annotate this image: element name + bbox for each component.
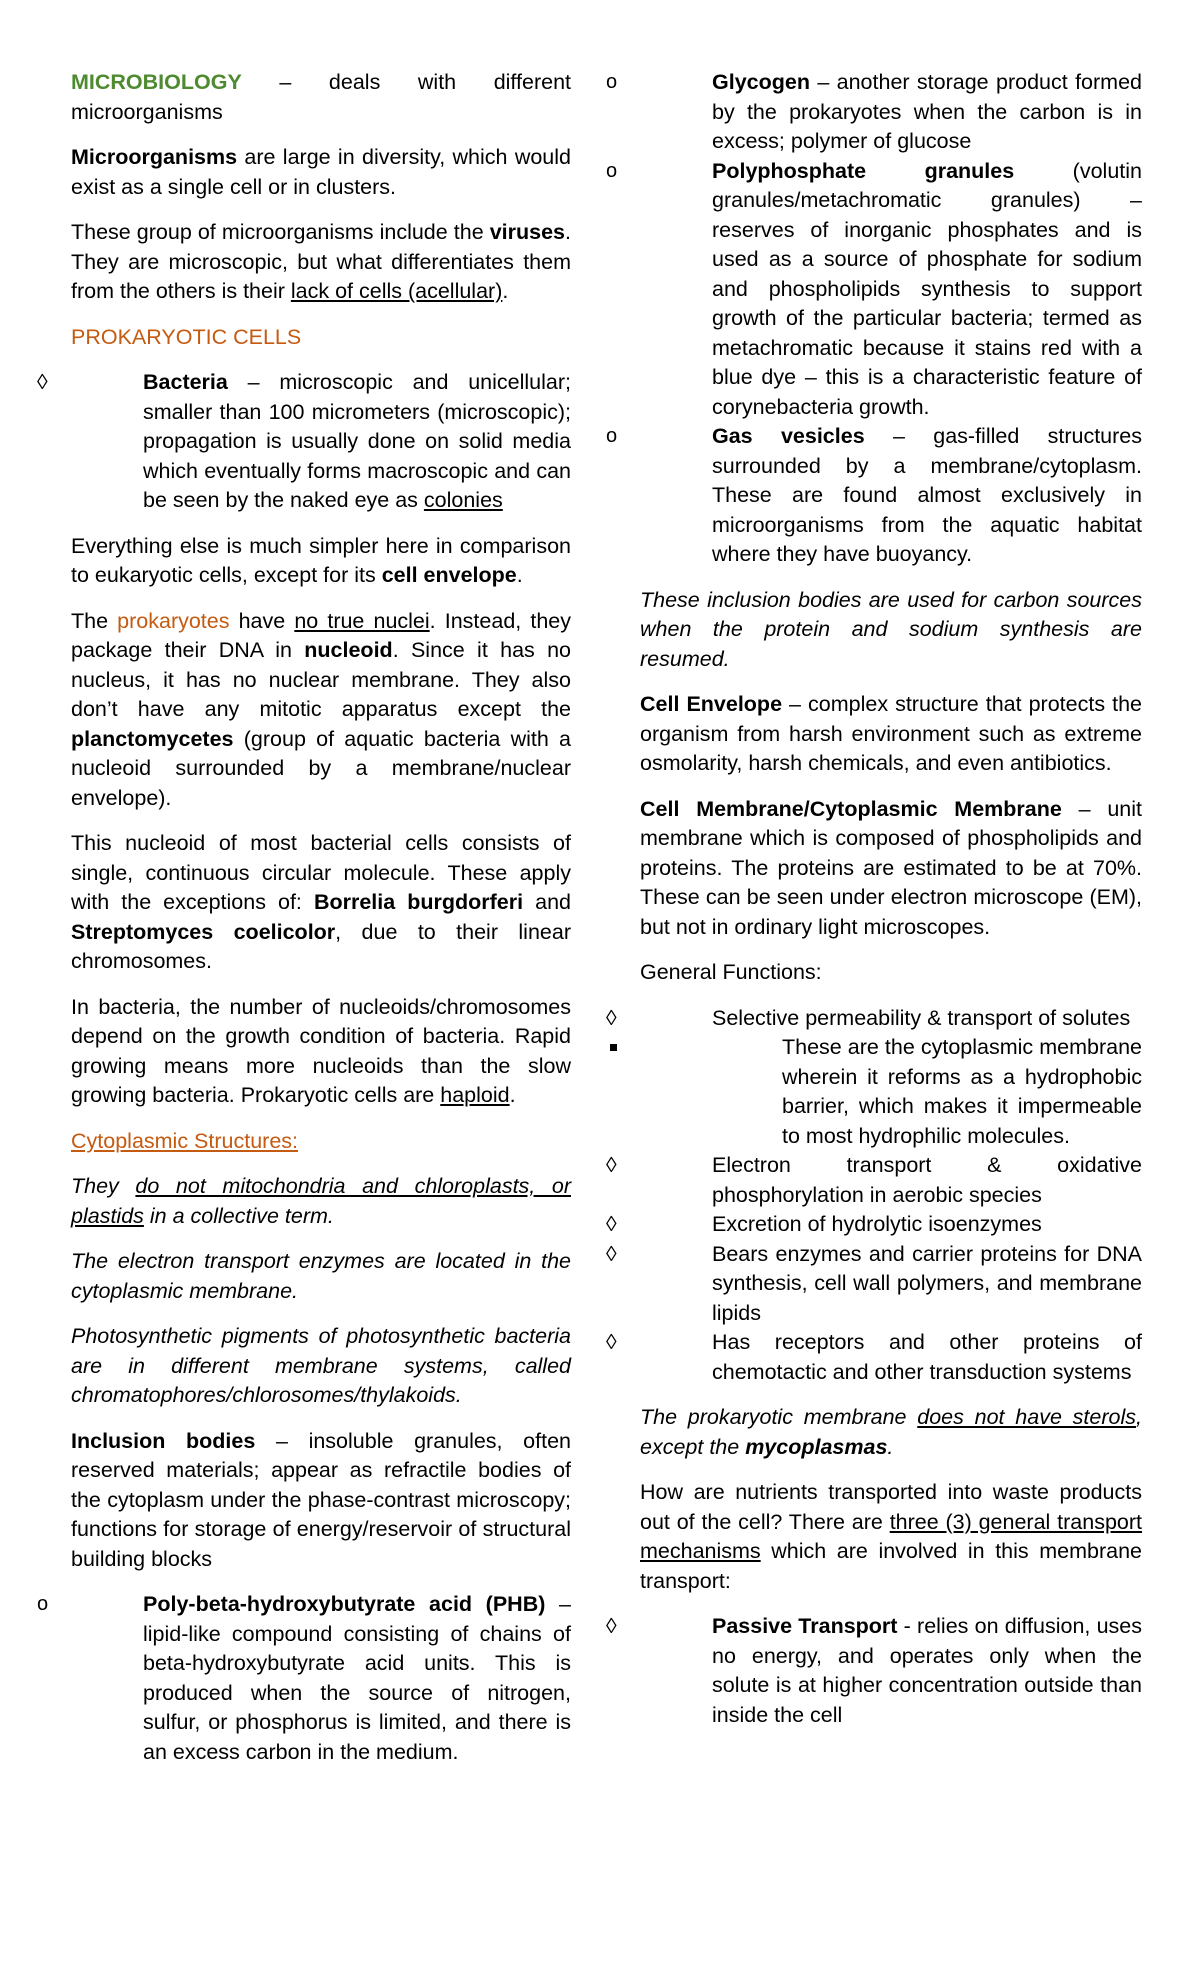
diamond-bullet-icon: ◊	[606, 1005, 617, 1030]
cell-envelope-definition: Cell Envelope – complex structure that protects the organism from harsh environment such as extreme osmolarity, harsh chemicals, and even antibiotics.	[640, 692, 1142, 775]
electron-transport-paragraph: The electron transport enzymes are located in the cytoplasmic membrane.	[71, 1249, 571, 1303]
circle-bullet-icon: o	[606, 159, 618, 182]
diamond-bullet-icon: ◊	[606, 1330, 617, 1354]
nucleoid-paragraph: This nucleoid of most bacterial cells consists of single, continuous circular molecule. These apply with the exceptions of: Borrelia burgdorferi and Streptomyces coelicolor, due to their linear chromosomes.	[71, 831, 571, 973]
passive-transport-bullet: ◊ Passive Transport - relies on diffusion, uses no energy, and operates only when the solute is at higher concentration outside than inside the cell	[606, 1614, 1142, 1727]
sub-function-item: These are the cytoplasmic membrane wherein it reforms as a hydrophobic barrier, which makes it impermeable to most hydrophilic molecules.	[640, 1033, 1142, 1151]
haploid-paragraph: In bacteria, the number of nucleoids/chromosomes depend on the growth condition of bacteria. Rapid growing means more nucleoids than the slow growing bacteria. Prokaryotic cells are haploid.	[71, 994, 571, 1107]
square-bullet-icon	[610, 1044, 617, 1051]
circle-bullet-icon: o	[37, 1593, 49, 1615]
phb-bullet: o Poly-beta-hydroxybutyrate acid (PHB) – lipid-like compound consisting of chains of beta-hydroxybutyrate acid units. This is produced when the source of nitrogen, sulfur, or phosphorus is limited, and there is an excess carbon in the medium.	[37, 1592, 571, 1764]
cell-envelope-paragraph: Everything else is much simpler here in comparison to eukaryotic cells, except for its cell envelope.	[71, 533, 571, 587]
right-column	[606, 68, 1142, 1730]
microbiology-paragraph: MICROBIOLOGY – deals with different microorganisms	[71, 70, 571, 124]
diamond-bullet-icon: ◊	[606, 1241, 617, 1266]
photosynthetic-paragraph: Photosynthetic pigments of photosynthetic bacteria are in different membrane systems, called chromatophores/chlorosomes/thylakoids.	[71, 1324, 571, 1407]
general-functions-heading: General Functions:	[640, 960, 822, 984]
sterols-paragraph: The prokaryotic membrane does not have sterols, except the mycoplasmas.	[640, 1405, 1142, 1459]
circle-bullet-icon: o	[606, 71, 618, 93]
inclusion-usage-paragraph: These inclusion bodies are used for carbon sources when the protein and sodium synthesis are resumed.	[640, 587, 1142, 671]
function-item: ◊ Selective permeability & transport of solutes	[640, 1004, 1142, 1034]
function-item: ◊ Has receptors and other proteins of chemotactic and other transduction systems	[606, 1330, 1142, 1384]
function-item: ◊ Bears enzymes and carrier proteins for DNA synthesis, cell wall polymers, and membrane lipids	[606, 1241, 1142, 1325]
diamond-bullet-icon: ◊	[606, 1212, 617, 1236]
prokaryotic-cells-heading: PROKARYOTIC CELLS	[71, 324, 302, 349]
inclusion-bodies-paragraph: Inclusion bodies – insoluble granules, often reserved materials; appear as refractile bodies of the cytoplasm under the phase-contrast microscopy; functions for storage of energy/reservoir of structural building blocks	[71, 1428, 571, 1571]
viruses-paragraph: These group of microorganisms include the viruses. They are microscopic, but what differentiates them from the others is their lack of cells (acellular).	[71, 220, 571, 303]
nuclei-paragraph: The prokaryotes have no true nuclei. Instead, they package their DNA in nucleoid. Since it has no nucleus, it has no nuclear membrane. They also don’t have any mitotic apparatus except the planctomycetes (group of aquatic bacteria with a nucleoid surrounded by a membrane/nuclear envelope).	[71, 608, 571, 810]
function-item: ◊ Electron transport & oxidative phosphorylation in aerobic species	[606, 1153, 1142, 1207]
diamond-bullet-icon: ◊	[37, 370, 48, 394]
polyphosphate-bullet: o Polyphosphate granules (volutin granules/metachromatic granules) – reserves of inorganic phosphates and is used as a source of phosphate for sodium and phospholipids synthesis to support growth of the particular bacteria; termed as metachromatic because it stains red with a blue dye – this is a characteristic feature of corynebacteria growth.	[606, 158, 1142, 419]
left-column	[37, 68, 571, 1767]
cytoplasmic-structures-heading: Cytoplasmic Structures:	[71, 1128, 299, 1153]
diamond-bullet-icon: ◊	[606, 1153, 617, 1177]
gas-vesicles-bullet: o Gas vesicles – gas-filled structures surrounded by a membrane/cytoplasm. These are found almost exclusively in microorganisms from the aquatic habitat where they have buoyancy.	[606, 424, 1142, 566]
glycogen-bullet: o Glycogen – another storage product formed by the prokaryotes when the carbon is in excess; polymer of glucose	[606, 70, 1142, 153]
bacteria-bullet: ◊ Bacteria – microscopic and unicellular; smaller than 100 micrometers (microscopic); propagation is usually done on solid media which eventually forms macroscopic and can be seen by the naked eye as colonies	[37, 370, 571, 512]
function-item: ◊ Excretion of hydrolytic isoenzymes	[640, 1210, 1142, 1240]
transport-question-paragraph: How are nutrients transported into waste products out of the cell? There are three (3) general transport mechanisms which are involved in this membrane transport:	[640, 1480, 1142, 1593]
circle-bullet-icon: o	[606, 425, 618, 447]
cell-membrane-definition: Cell Membrane/Cytoplasmic Membrane – unit membrane which is composed of phospholipids and proteins. The proteins are estimated to be at 70%. These can be seen under electron microscope (EM), but not in ordinary light microscopes.	[640, 796, 1142, 939]
mitochondria-paragraph: They do not mitochondria and chloroplasts, or plastids in a collective term.	[71, 1174, 571, 1228]
diamond-bullet-icon: ◊	[606, 1614, 617, 1638]
microorganisms-paragraph: Microorganisms are large in diversity, which would exist as a single cell or in clusters.	[71, 145, 571, 199]
